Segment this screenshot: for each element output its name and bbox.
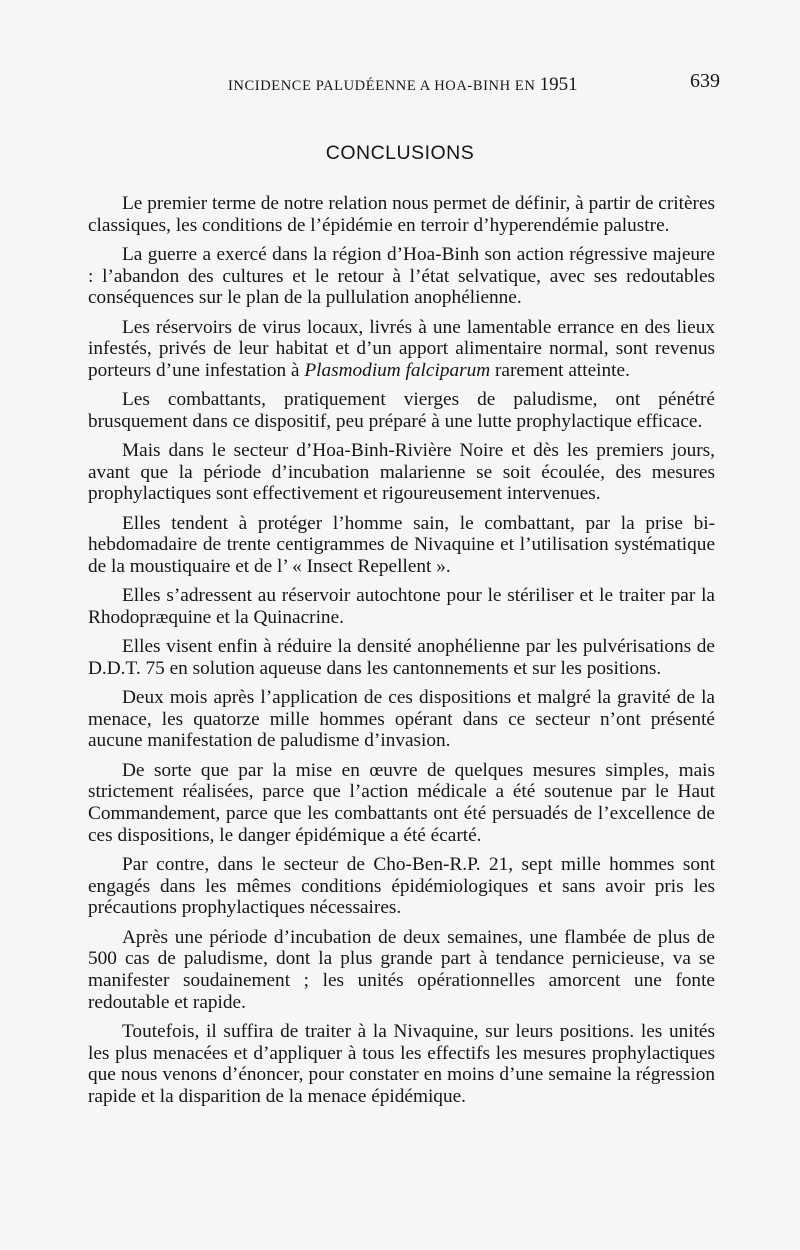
paragraph: Deux mois après l’application de ces dispositions et malgré la gravité de la menace, les quatorze mille hommes opérant dans ce secteur n’ont présenté aucune manifestation de paludisme d’invasion. <box>88 687 715 752</box>
paragraph: Elles s’adressent au réservoir autochtone pour le stériliser et le traiter par la Rhodopræquine et la Quinacrine. <box>88 585 715 628</box>
species-name: Plasmodium falciparum <box>304 359 491 381</box>
paragraph-reservoirs <box>88 317 715 382</box>
body-text <box>88 193 715 1115</box>
running-header <box>0 70 800 100</box>
paragraph: Elles visent enfin à réduire la densité anophélienne par les pulvérisations de D.D.T. 75 en solution aqueuse dans les cantonnements et sur les positions. <box>88 636 715 679</box>
page-number: 639 <box>690 70 720 92</box>
running-title-year: 1951 <box>539 74 578 95</box>
paragraph: Par contre, dans le secteur de Cho-Ben-R.P. 21, sept mille hommes sont engagés dans les mêmes conditions épidémiologiques et sans avoir pris les précautions prophylactiques nécessaires. <box>88 853 715 919</box>
paragraph: La guerre a exercé dans la région d’Hoa-Binh son action régressive majeure : l’abandon des cultures et le retour à l’état selvatique, avec ses redoutables conséquences sur le plan de la pullulation anophélienne. <box>88 243 715 309</box>
paragraph-reservoirs-end: rarement atteinte. <box>495 359 630 381</box>
paragraph: Après une période d’incubation de deux semaines, une flambée de plus de 500 cas de paludisme, dont la plus grande part à tendance pernicieuse, va se manifester soudainement ; les unités opérationnelles amorcent une fonte redoutable et rapide. <box>88 926 715 1013</box>
paragraph: Le premier terme de notre relation nous permet de définir, à partir de critères classiques, les conditions de l’épidémie en terroir d’hyperendémie palustre. <box>88 193 715 236</box>
paragraph: Mais dans le secteur d’Hoa-Binh-Rivière Noire et dès les premiers jours, avant que la période d’incubation malarienne se soit écoulée, des mesures prophylactiques sont effectivement et rigoureusement intervenues. <box>88 440 715 505</box>
section-title: CONCLUSIONS <box>325 142 475 164</box>
running-title-text: INCIDENCE PALUDÉENNE A HOA-BINH EN <box>228 78 536 94</box>
running-title <box>228 74 578 96</box>
paragraph: Les combattants, pratiquement vierges de paludisme, ont pénétré brusquement dans ce dispositif, peu préparé à une lutte prophylactique efficace. <box>88 389 715 432</box>
paragraph: Elles tendent à protéger l’homme sain, le combattant, par la prise bi-hebdomadaire de trente centigrammes de Nivaquine et l’utilisation systématique de la moustiquaire et de l’ « Insect Repellent ». <box>88 512 715 578</box>
paragraph-reservoirs-text: Les réservoirs de virus locaux, livrés à une lamentable errance en des lieux infestés, privés de leur habitat et d’un apport alimentaire normal, sont revenus porteurs d’une infestation à <box>88 316 715 381</box>
paragraph: Toutefois, il suffira de traiter à la Nivaquine, sur leurs positions. les unités les plus menacées et d’appliquer à tous les effectifs les mesures prophylactiques que nous venons d’énoncer, pour constater en moins d’une semaine la régression rapide et la disparition de la menace épidémique. <box>88 1020 715 1108</box>
paragraph: De sorte que par la mise en œuvre de quelques mesures simples, mais strictement réalisées, parce que l’action médicale a été soutenue par le Haut Commandement, parce que les combattants ont été persuadés de l’excellence de ces dispositions, le danger épidémique a été écarté. <box>88 759 715 846</box>
